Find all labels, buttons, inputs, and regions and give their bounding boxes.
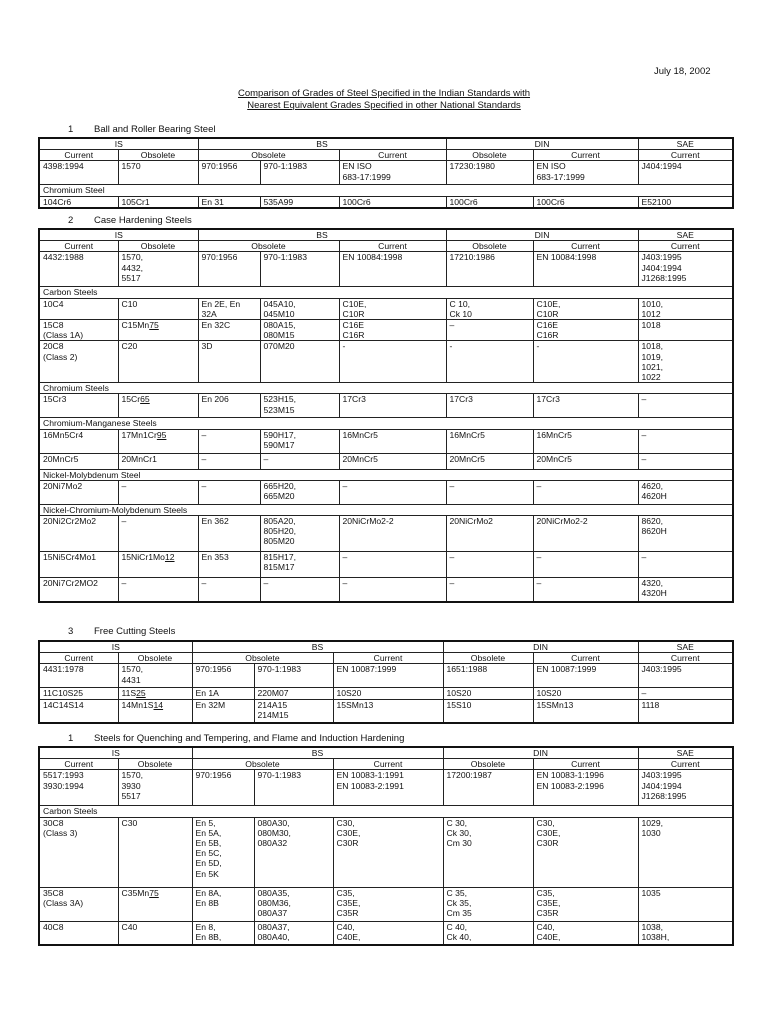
cell: 16MnCr5 xyxy=(446,429,533,453)
cell: – xyxy=(638,453,733,469)
cell: 105Cr1 xyxy=(118,196,198,208)
cell: – xyxy=(118,578,198,602)
cell: – xyxy=(118,516,198,552)
subheading: Nickel-Chromium-Molybdenum Steels xyxy=(39,504,733,515)
cell: 1570, 4432, 5517 xyxy=(118,252,198,287)
col-bs-obsolete: Obsolete xyxy=(192,759,333,770)
col-sae-current: Current xyxy=(638,150,733,161)
cell: 14C14S14 xyxy=(39,699,118,723)
cell xyxy=(118,320,198,341)
section-title: Ball and Roller Bearing Steel xyxy=(94,124,216,135)
table-row xyxy=(39,161,733,185)
cell: EN 10083-1:1996 EN 10083-2:1996 xyxy=(533,770,638,806)
subheading: Chromium-Manganese Steels xyxy=(39,418,733,429)
cell: 20MnCr5 xyxy=(533,453,638,469)
cell: C35, C35E, C35R xyxy=(533,887,638,921)
cell-part: 15NiCr1Mo xyxy=(121,552,165,563)
subheading-row xyxy=(39,504,733,515)
cell: – xyxy=(339,552,446,578)
table-row xyxy=(39,921,733,945)
cell-part: 17Mn1Cr xyxy=(121,429,157,440)
cell: En 2E, En 32A xyxy=(198,298,260,319)
subheading: Nickel-Molybdenum Steel xyxy=(39,469,733,480)
cell: – xyxy=(638,394,733,418)
cell: 15S10 xyxy=(443,699,533,723)
table-row xyxy=(39,664,733,688)
cell: 8620, 8620H xyxy=(638,516,733,552)
table-row xyxy=(39,480,733,504)
cell: C35, C35E, C35R xyxy=(333,887,443,921)
cell xyxy=(118,699,192,723)
cell: 815H17, 815M17 xyxy=(260,552,339,578)
cell-underlined-part: 12 xyxy=(164,552,175,563)
col-bs-current: Current xyxy=(339,241,446,252)
table-row xyxy=(39,770,733,806)
cell: 17230:1980 xyxy=(446,161,533,185)
section-title: Free Cutting Steels xyxy=(94,626,176,637)
cell: 970-1:1983 xyxy=(260,252,339,287)
cell: 665H20, 665M20 xyxy=(260,480,339,504)
cell: 070M20 xyxy=(260,341,339,383)
group-bs: BS xyxy=(192,747,443,759)
cell: 20MnCr1 xyxy=(118,453,198,469)
free-cutting-table xyxy=(38,640,734,724)
cell: – xyxy=(638,552,733,578)
group-sae: SAE xyxy=(638,641,733,653)
col-bs-obsolete: Obsolete xyxy=(198,150,339,161)
cell: 20NiCrMo2-2 xyxy=(339,516,446,552)
cell: 10S20 xyxy=(443,688,533,699)
case-hardening-table xyxy=(38,228,734,603)
cell: J403:1995 J404:1994 J1268:1995 xyxy=(638,252,733,287)
table-row xyxy=(39,320,733,341)
col-din-current: Current xyxy=(533,759,638,770)
subheading-row xyxy=(39,185,733,196)
cell xyxy=(118,394,198,418)
cell: 220M07 xyxy=(254,688,333,699)
cell: – xyxy=(533,552,638,578)
cell-underlined-part: 75 xyxy=(149,320,159,331)
cell: EN 10084:1998 xyxy=(339,252,446,287)
cell: En 1A xyxy=(192,688,254,699)
table-row xyxy=(39,298,733,319)
cell: – xyxy=(446,552,533,578)
subheading: Chromium Steels xyxy=(39,383,733,394)
cell: 080A37, 080A40, xyxy=(254,921,333,945)
subheading-row xyxy=(39,418,733,429)
cell: – xyxy=(260,578,339,602)
cell: 20NiCrMo2-2 xyxy=(533,516,638,552)
cell: En 32M xyxy=(192,699,254,723)
cell: 15Cr3 xyxy=(39,394,118,418)
col-sae-current: Current xyxy=(638,241,733,252)
cell-part: C35Mn xyxy=(121,887,150,898)
cell: C 10, Ck 10 xyxy=(446,298,533,319)
cell: EN ISO 683-17:1999 xyxy=(533,161,638,185)
cell: EN ISO 683-17:1999 xyxy=(339,161,446,185)
section-number: 2 xyxy=(68,215,74,226)
cell: 1570, 4431 xyxy=(118,664,192,688)
table-row xyxy=(39,817,733,887)
cell: – xyxy=(638,688,733,699)
cell: 214A15 214M15 xyxy=(254,699,333,723)
cell: En 8, En 8B, xyxy=(192,921,254,945)
cell: - xyxy=(446,341,533,383)
col-bs-current: Current xyxy=(333,759,443,770)
cell: 20Ni7Cr2MO2 xyxy=(39,578,118,602)
cell: 5517:1993 3930:1994 xyxy=(39,770,118,806)
cell: - xyxy=(339,341,446,383)
cell: – xyxy=(533,480,638,504)
section-3-heading xyxy=(42,626,175,637)
col-is-obsolete: Obsolete xyxy=(118,241,198,252)
col-din-current: Current xyxy=(533,653,638,664)
cell: 20MnCr5 xyxy=(446,453,533,469)
cell: C20 xyxy=(118,341,198,383)
cell: 20Ni7Mo2 xyxy=(39,480,118,504)
cell: 20NiCrMo2 xyxy=(446,516,533,552)
group-sae: SAE xyxy=(638,138,733,150)
cell: 1651:1988 xyxy=(443,664,533,688)
cell: EN 10084:1998 xyxy=(533,252,638,287)
cell: 20MnCr5 xyxy=(339,453,446,469)
cell: 4320, 4320H xyxy=(638,578,733,602)
cell: E52100 xyxy=(638,196,733,208)
subheading-row xyxy=(39,383,733,394)
cell: – xyxy=(198,429,260,453)
cell: 15Ni5Cr4Mo1 xyxy=(39,552,118,578)
column-header-row xyxy=(39,241,733,252)
table-row xyxy=(39,887,733,921)
cell: - xyxy=(533,341,638,383)
group-header-row xyxy=(39,138,733,150)
col-din-obsolete: Obsolete xyxy=(446,150,533,161)
cell: 16MnCr5 xyxy=(533,429,638,453)
cell: 970:1956 xyxy=(192,664,254,688)
cell: J403:1995 xyxy=(638,664,733,688)
cell: C16E C16R xyxy=(339,320,446,341)
cell: En 8A, En 8B xyxy=(192,887,254,921)
table-row xyxy=(39,453,733,469)
cell: – xyxy=(446,578,533,602)
cell: 10C4 xyxy=(39,298,118,319)
group-din: DIN xyxy=(446,138,638,150)
cell: C30, C30E, C30R xyxy=(533,817,638,887)
document-date: July 18, 2002 xyxy=(654,66,711,77)
cell xyxy=(118,688,192,699)
cell: 970:1956 xyxy=(198,161,260,185)
cell-part: 11S xyxy=(121,688,137,699)
col-is-current: Current xyxy=(39,759,118,770)
cell: EN 10087:1999 xyxy=(533,664,638,688)
cell: – xyxy=(198,578,260,602)
cell: 970-1:1983 xyxy=(254,664,333,688)
cell-part: C15Mn xyxy=(121,320,150,331)
cell: 1570, 3930 5517 xyxy=(118,770,192,806)
quenching-tempering-table xyxy=(38,746,734,946)
cell: 590H17, 590M17 xyxy=(260,429,339,453)
col-din-current: Current xyxy=(533,241,638,252)
cell: C 30, Ck 30, Cm 30 xyxy=(443,817,533,887)
table-row xyxy=(39,252,733,287)
cell: 1029, 1030 xyxy=(638,817,733,887)
cell: 11C10S25 xyxy=(39,688,118,699)
cell: 100Cr6 xyxy=(533,196,638,208)
cell: 1570 xyxy=(118,161,198,185)
table-row xyxy=(39,341,733,383)
col-din-obsolete: Obsolete xyxy=(443,759,533,770)
cell: 15SMn13 xyxy=(333,699,443,723)
section-title: Steels for Quenching and Tempering, and Flame and Induction Hardening xyxy=(94,733,405,744)
cell xyxy=(118,429,198,453)
cell: – xyxy=(638,429,733,453)
cell: En 32C xyxy=(198,320,260,341)
cell: 4432:1988 xyxy=(39,252,118,287)
group-header-row xyxy=(39,229,733,241)
cell-underlined-part: 95 xyxy=(156,429,167,440)
col-bs-current: Current xyxy=(339,150,446,161)
group-bs: BS xyxy=(198,138,446,150)
cell: – xyxy=(198,480,260,504)
cell: EN 10087:1999 xyxy=(333,664,443,688)
cell-underlined-part: 65 xyxy=(140,394,150,405)
col-is-obsolete: Obsolete xyxy=(118,759,192,770)
group-sae: SAE xyxy=(638,747,733,759)
group-header-row xyxy=(39,641,733,653)
cell: 16Mn5Cr4 xyxy=(39,429,118,453)
cell: 1018, 1019, 1021, 1022 xyxy=(638,341,733,383)
col-is-current: Current xyxy=(39,653,118,664)
cell: 17200:1987 xyxy=(443,770,533,806)
group-is: IS xyxy=(39,747,192,759)
group-header-row xyxy=(39,747,733,759)
cell: – xyxy=(446,320,533,341)
cell: 970:1956 xyxy=(198,252,260,287)
cell: – xyxy=(533,578,638,602)
cell: EN 10083-1:1991 EN 10083-2:1991 xyxy=(333,770,443,806)
cell: – xyxy=(118,480,198,504)
column-header-row xyxy=(39,653,733,664)
cell: 1010, 1012 xyxy=(638,298,733,319)
table-row xyxy=(39,516,733,552)
col-is-obsolete: Obsolete xyxy=(118,150,198,161)
col-bs-obsolete: Obsolete xyxy=(198,241,339,252)
cell: 970-1:1983 xyxy=(254,770,333,806)
group-din: DIN xyxy=(446,229,638,241)
cell: – xyxy=(339,480,446,504)
cell: J403:1995 J404:1994 J1268:1995 xyxy=(638,770,733,806)
group-is: IS xyxy=(39,229,198,241)
cell: 535A99 xyxy=(260,196,339,208)
cell: 080A30, 080M30, 080A32 xyxy=(254,817,333,887)
title-line-2: Nearest Equivalent Grades Specified in other National Standards xyxy=(247,100,521,111)
cell: 100Cr6 xyxy=(446,196,533,208)
cell: 4398:1994 xyxy=(39,161,118,185)
table-row xyxy=(39,688,733,699)
table-row xyxy=(39,578,733,602)
cell: – xyxy=(260,453,339,469)
cell: C10E, C10R xyxy=(533,298,638,319)
section-number: 1 xyxy=(68,733,74,744)
cell: 16MnCr5 xyxy=(339,429,446,453)
cell: 4620, 4620H xyxy=(638,480,733,504)
group-bs: BS xyxy=(198,229,446,241)
cell xyxy=(118,552,198,578)
subheading: Carbon Steels xyxy=(39,287,733,298)
cell-part: 15Cr xyxy=(121,394,141,405)
col-is-current: Current xyxy=(39,241,118,252)
cell: C30 xyxy=(118,817,192,887)
cell: – xyxy=(339,578,446,602)
cell: 17Cr3 xyxy=(446,394,533,418)
cell: 17Cr3 xyxy=(339,394,446,418)
cell: 045A10, 045M10 xyxy=(260,298,339,319)
cell: 104Cr6 xyxy=(39,196,118,208)
column-header-row xyxy=(39,150,733,161)
cell: 970:1956 xyxy=(192,770,254,806)
group-is: IS xyxy=(39,641,192,653)
cell: 100Cr6 xyxy=(339,196,446,208)
section-number: 3 xyxy=(68,626,74,637)
subheading-row xyxy=(39,806,733,817)
table-row xyxy=(39,394,733,418)
table-row xyxy=(39,429,733,453)
cell: C 40, Ck 40, xyxy=(443,921,533,945)
subheading-row xyxy=(39,287,733,298)
col-bs-obsolete: Obsolete xyxy=(192,653,333,664)
section-4-heading xyxy=(42,733,404,744)
cell: 17Cr3 xyxy=(533,394,638,418)
column-header-row xyxy=(39,759,733,770)
cell: 1118 xyxy=(638,699,733,723)
subheading: Carbon Steels xyxy=(39,806,733,817)
cell: En 206 xyxy=(198,394,260,418)
document-title xyxy=(0,88,768,112)
group-is: IS xyxy=(39,138,198,150)
cell: En 362 xyxy=(198,516,260,552)
col-is-current: Current xyxy=(39,150,118,161)
cell: 523H15, 523M15 xyxy=(260,394,339,418)
cell: En 31 xyxy=(198,196,260,208)
cell: 805A20, 805H20, 805M20 xyxy=(260,516,339,552)
group-din: DIN xyxy=(443,747,638,759)
cell: – xyxy=(198,453,260,469)
cell-part: 14Mn1S xyxy=(121,699,154,710)
cell: 10S20 xyxy=(333,688,443,699)
group-bs: BS xyxy=(192,641,443,653)
col-sae-current: Current xyxy=(638,759,733,770)
cell: J404:1994 xyxy=(638,161,733,185)
cell: 20C8 (Class 2) xyxy=(39,341,118,383)
cell: 3D xyxy=(198,341,260,383)
cell: – xyxy=(446,480,533,504)
cell: En 5, En 5A, En 5B, En 5C, En 5D, En 5K xyxy=(192,817,254,887)
table-row xyxy=(39,196,733,208)
cell: 30C8 (Class 3) xyxy=(39,817,118,887)
cell: 15SMn13 xyxy=(533,699,638,723)
section-2-heading xyxy=(42,215,192,226)
col-is-obsolete: Obsolete xyxy=(118,653,192,664)
bearing-steel-table xyxy=(38,137,734,209)
cell: C40 xyxy=(118,921,192,945)
cell: 17210:1986 xyxy=(446,252,533,287)
cell: 970-1:1983 xyxy=(260,161,339,185)
group-din: DIN xyxy=(443,641,638,653)
cell-underlined-part: 25 xyxy=(136,688,146,699)
group-sae: SAE xyxy=(638,229,733,241)
cell: 40C8 xyxy=(39,921,118,945)
cell: 1018 xyxy=(638,320,733,341)
cell-underlined-part: 14 xyxy=(153,699,164,710)
col-din-current: Current xyxy=(533,150,638,161)
title-line-1: Comparison of Grades of Steel Specified in the Indian Standards with xyxy=(237,88,531,99)
cell: 4431:1978 xyxy=(39,664,118,688)
cell: C10 xyxy=(118,298,198,319)
table-row xyxy=(39,699,733,723)
cell: En 353 xyxy=(198,552,260,578)
col-din-obsolete: Obsolete xyxy=(443,653,533,664)
col-din-obsolete: Obsolete xyxy=(446,241,533,252)
col-sae-current: Current xyxy=(638,653,733,664)
cell: C10E, C10R xyxy=(339,298,446,319)
cell xyxy=(118,887,192,921)
cell: 20Ni2Cr2Mo2 xyxy=(39,516,118,552)
subheading-row xyxy=(39,469,733,480)
section-1-heading xyxy=(42,124,215,135)
cell: 1038, 1038H, xyxy=(638,921,733,945)
section-number: 1 xyxy=(68,124,74,135)
cell: C40, C40E, xyxy=(333,921,443,945)
cell: C30, C30E, C30R xyxy=(333,817,443,887)
cell: 35C8 (Class 3A) xyxy=(39,887,118,921)
cell: 080A35, 080M36, 080A37 xyxy=(254,887,333,921)
cell: C 35, Ck 35, Cm 35 xyxy=(443,887,533,921)
cell: 15C8 (Class 1A) xyxy=(39,320,118,341)
col-bs-current: Current xyxy=(333,653,443,664)
cell: 1035 xyxy=(638,887,733,921)
cell: 10S20 xyxy=(533,688,638,699)
cell: C16E C16R xyxy=(533,320,638,341)
subheading: Chromium Steel xyxy=(39,185,733,196)
cell: 20MnCr5 xyxy=(39,453,118,469)
cell: 080A15, 080M15 xyxy=(260,320,339,341)
cell-underlined-part: 75 xyxy=(149,887,159,898)
cell: C40, C40E, xyxy=(533,921,638,945)
table-row xyxy=(39,552,733,578)
section-title: Case Hardening Steels xyxy=(94,215,192,226)
